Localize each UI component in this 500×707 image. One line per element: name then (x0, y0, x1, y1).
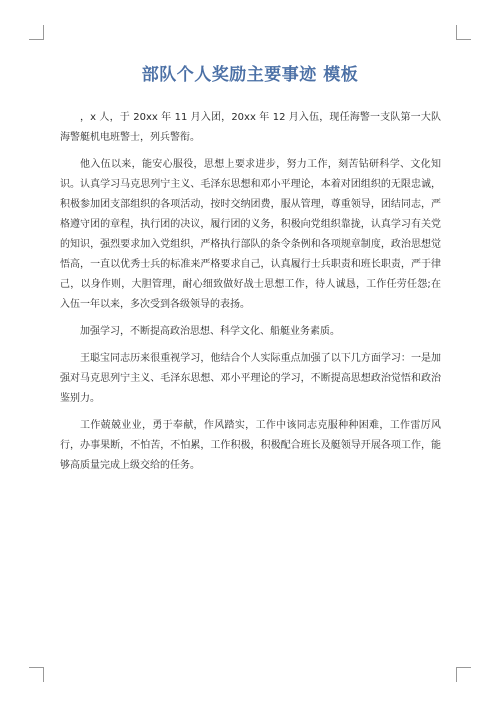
paragraph-since-enlistment: 他入伍以来，能安心服役，思想上要求进步，努力工作，刻苦钻研科学、文化知识。认真学习马克思列宁主义、毛泽东思想和邓小平理论，本着对团组织的无限忠诚，积极参加团支部组织的各项活动，按时交纳团费，服从管理，尊重领导，团结同志，严格遵守团的章程，执行团的决议，履行团的义务，积极向党组织靠拢，认真学习有关党的知识，强烈要求加入党组织，严格执行部队的条令条例和各项规章制度，政治思想觉悟高，一直以优秀士兵的标准来严格要求自己，认真履行士兵职责和班长职责，严于律己，以身作则，大胆管理，耐心细致做好战士思想工作，待人诚恳，工作任劳任怨;在入伍一年以来，多次受到各级领导的表扬。 (60, 159, 441, 310)
paragraph-intro: ，x 人，于 20xx 年 11 月入团，20xx 年 12 月入伍，现任海警一支队第一大队海警艇机电班警士，列兵警衔。 (60, 112, 441, 143)
document-title: 部队个人奖励主要事迹 模板 (141, 65, 359, 85)
paragraph-study-heading: 加强学习，不断提高政治思想、科学文化、船艇业务素质。 (80, 326, 340, 337)
crop-mark-top-left (29, 25, 44, 40)
document-body (60, 108, 441, 483)
crop-mark-bottom-left (29, 667, 44, 682)
crop-mark-bottom-right (456, 667, 471, 682)
crop-mark-top-right (456, 25, 471, 40)
paragraph-study-details: 王聪宝同志历来很重视学习，他结合个人实际重点加强了以下几方面学习：一是加强对马克思列宁主义、毛泽东思想、邓小平理论的学习，不断提高思想政治觉悟和政治鉴别力。 (60, 353, 441, 404)
paragraph-work: 工作兢兢业业，勇于奉献，作风踏实，工作中该同志克服种种困难，工作雷厉风行，办事果断，不怕苦，不怕累，工作积极，积极配合班长及艇领导开展各项工作，能够高质量完成上级交给的任务。 (60, 420, 441, 471)
